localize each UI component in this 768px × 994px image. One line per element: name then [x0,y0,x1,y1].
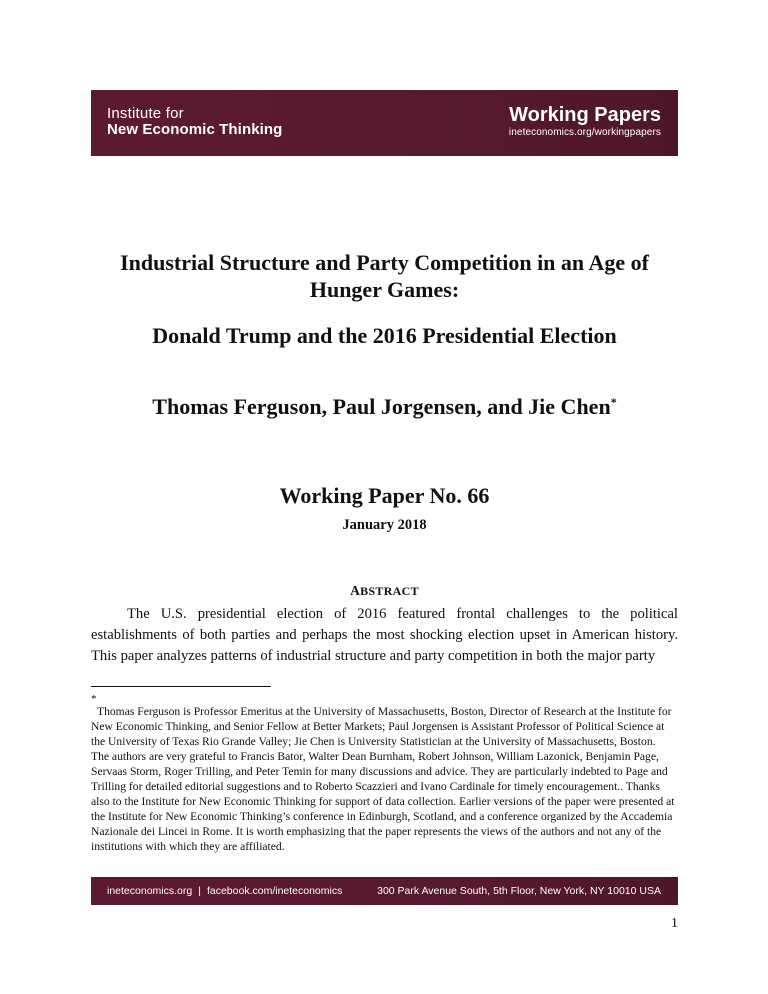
footer-banner [91,877,678,905]
footnote-divider [91,686,271,687]
series-block [509,104,661,139]
paper-subtitle: Donald Trump and the 2016 Presidential Election [152,323,617,348]
abstract-heading-rest: BSTRACT [360,584,419,598]
footer-address: 300 Park Avenue South, 5th Floor, New York, NY 10010 USA [377,885,661,897]
header-banner [91,90,678,156]
paper-date: January 2018 [342,517,427,533]
footer-links [107,877,342,905]
abstract-heading-initial: A [350,583,361,598]
institute-logo [107,106,282,138]
footnote [91,695,678,854]
abstract-text: The U.S. presidential election of 2016 featured frontal challenges to the political establishments of both parties and perhaps the most shocking election upset in American history. This paper analyzes patterns of industrial structure and party competition in both the major party [91,606,678,664]
footnote-marker: * [91,693,97,705]
series-url: ineteconomics.org/workingpapers [508,127,661,138]
institute-name-line1: Institute for [107,105,184,122]
author-footnote-marker: * [610,395,617,409]
footnote-acknowledgements: The authors are very grateful to Francis Bator, Walter Dean Burnham, Robert Johnson, William Lazonick, Benjamin Page, Servaas Storm, Roger Trilling, and Peter Temin for many discussions and advice. They are particularly indebted to Page and Trilling for detailed editorial suggestions and to Roberto Scazzieri and Ivano Cardinale for timely encouragement.. Thanks also to the Institute for New Economic Thinking for support of data collection. Earlier versions of the paper were presented at the Institute for New Economic Thinking’s conference in Edinburgh, Scotland, and a conference organized by the Accademia Nazionale dei Lincei in Rome. It is worth emphasizing that the paper represents the views of the authors and not any of the institutions with which they are affiliated. [91,750,675,853]
facebook-link[interactable]: facebook.com/ineteconomics [206,885,343,897]
abstract-heading [91,584,678,598]
page-number: 1 [671,916,678,931]
series-title: Working Papers [509,104,661,126]
footer-separator: | [198,885,201,897]
authors-names: Thomas Ferguson, Paul Jorgensen, and Jie Chen [152,394,611,419]
working-paper-number: Working Paper No. 66 [279,483,490,508]
paper-authors [91,393,678,420]
website-link[interactable]: ineteconomics.org [107,885,193,897]
paper-title: Industrial Structure and Party Competition in an Age of Hunger Games: [120,250,649,302]
footnote-author-affiliations: Thomas Ferguson is Professor Emeritus at the University of Massachusetts, Boston, Director of Research at the Institute for New Economic Thinking, and Senior Fellow at Better Markets; Paul Jorgensen is Assistant Professor of Political Science at the University of Texas Rio Grande Valley; Jie Chen is University Statistician at the University of Massachusetts, Boston. [91,705,672,748]
institute-name-line2: New Economic Thinking [107,121,283,138]
